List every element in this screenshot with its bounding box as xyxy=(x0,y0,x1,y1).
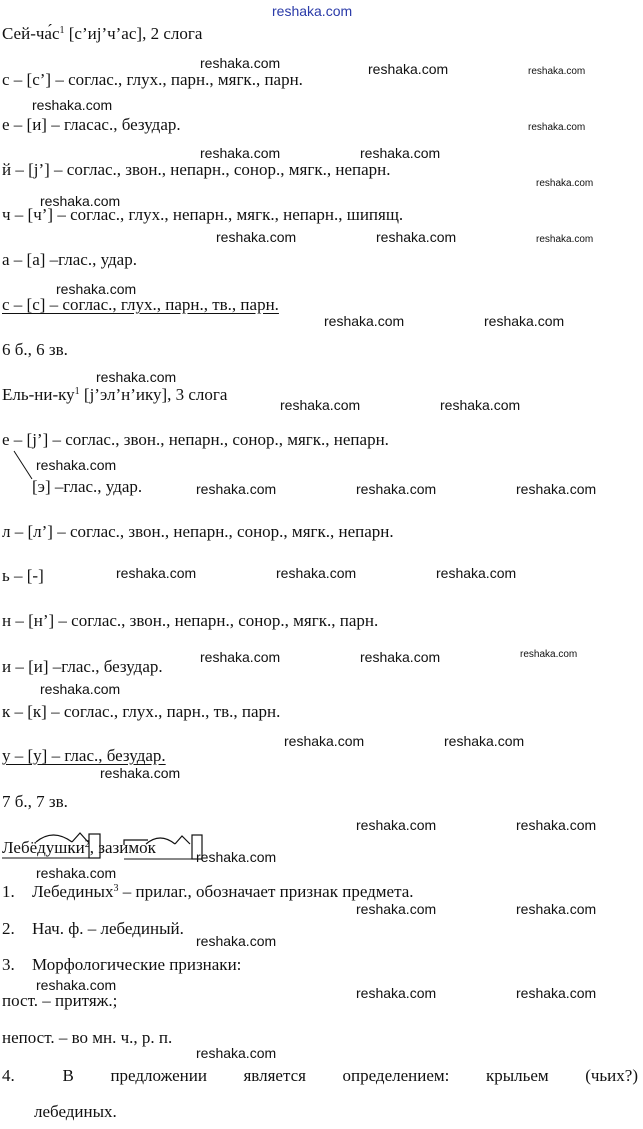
watermark: reshaka.com xyxy=(36,977,117,993)
watermark: reshaka.com xyxy=(516,817,597,833)
header-watermark: reshaka.com xyxy=(272,3,353,19)
morpheme-sup: 2 xyxy=(84,839,90,850)
word2-line: и – [и] –глас., безудар. xyxy=(2,657,163,676)
item1-word: Лебединых xyxy=(32,882,114,901)
item4-word: является xyxy=(243,1066,306,1085)
watermark: reshaka.com xyxy=(276,565,357,581)
watermark: reshaka.com xyxy=(196,849,277,865)
word1-line: с – [с] – соглас., глух., парн., тв., парн. xyxy=(2,295,279,314)
watermark: reshaka.com xyxy=(200,55,281,71)
watermark: reshaka.com xyxy=(200,145,281,161)
watermark: reshaka.com xyxy=(280,397,361,413)
word2-line: е – [j’] – соглас., звон., непарн., сонор., мягк., непарн. xyxy=(2,430,389,449)
watermark: reshaka.com xyxy=(200,649,281,665)
item4-word: определением: xyxy=(342,1066,450,1085)
word1-line: й – [j’] – соглас., звон., непарн., сонор., мягк., непарн. xyxy=(2,160,391,179)
watermark: reshaka.com xyxy=(196,1045,277,1061)
word2-line: к – [к] – соглас., глух., парн., тв., парн. xyxy=(2,702,281,721)
word1-title-rest: [с’иј’ч’ас], 2 слога xyxy=(64,24,203,43)
watermark: reshaka.com xyxy=(116,565,197,581)
item-number: 2. xyxy=(2,919,15,938)
watermark: reshaka.com xyxy=(100,765,181,781)
watermark: reshaka.com xyxy=(516,901,597,917)
watermark: reshaka.com xyxy=(444,733,525,749)
watermark: reshaka.com xyxy=(528,66,586,77)
word2-line: [э] –глас., удар. xyxy=(32,477,143,496)
watermark: reshaka.com xyxy=(536,234,594,245)
word2-line: н – [н’] – соглас., звон., непарн., сонор., мягк., парн. xyxy=(2,611,379,630)
watermark: reshaka.com xyxy=(324,313,405,329)
item-number: 1. xyxy=(2,882,15,901)
item-number: 3. xyxy=(2,955,15,974)
watermark: reshaka.com xyxy=(356,901,437,917)
item4-word: предложении xyxy=(110,1066,207,1085)
watermark: reshaka.com xyxy=(528,122,586,133)
item-number: 4. xyxy=(2,1066,15,1085)
watermark: reshaka.com xyxy=(40,681,121,697)
watermark: reshaka.com xyxy=(360,145,441,161)
item4-word: крыльем xyxy=(485,1066,549,1085)
watermark: reshaka.com xyxy=(56,281,137,297)
word1-line: с – [с’] – соглас., глух., парн., мягк., парн. xyxy=(2,70,303,89)
watermark: reshaka.com xyxy=(284,733,365,749)
word1-title-sup: 1 xyxy=(59,25,65,36)
watermark: reshaka.com xyxy=(196,481,277,497)
word2-title xyxy=(2,385,227,405)
word2-summary: 7 б., 7 зв. xyxy=(2,792,68,811)
analysis-item-4 xyxy=(2,1066,638,1086)
variable-features: непост. – во мн. ч., р. п. xyxy=(2,1028,173,1047)
item2-text: Нач. ф. – лебединый. xyxy=(32,919,184,938)
watermark: reshaka.com xyxy=(536,178,594,189)
word1-line: а – [а] –глас., удар. xyxy=(2,250,137,269)
word2-line: у – [у] – глас., безудар. xyxy=(2,746,166,765)
watermark: reshaka.com xyxy=(440,397,521,413)
word2-line: ь – [-] xyxy=(2,566,44,585)
watermark: reshaka.com xyxy=(356,985,437,1001)
item4-word: (чьих?) xyxy=(585,1066,638,1085)
analysis-item-3 xyxy=(2,955,241,975)
analysis-item-1 xyxy=(2,882,414,902)
word1-title xyxy=(2,24,202,44)
morpheme-marks xyxy=(0,820,220,866)
watermark: reshaka.com xyxy=(376,229,457,245)
word1-line: ч – [ч’] – соглас., глух., непарн., мягк., непарн., шипящ. xyxy=(2,205,404,224)
word2-line: л – [л’] – соглас., звон., непарн., сонор., мягк., непарн. xyxy=(2,522,394,541)
watermark: reshaka.com xyxy=(484,313,565,329)
watermark: reshaka.com xyxy=(356,481,437,497)
word2-title-sup: 1 xyxy=(74,386,80,397)
watermark: reshaka.com xyxy=(36,457,117,473)
watermark: reshaka.com xyxy=(216,229,297,245)
watermark: reshaka.com xyxy=(516,481,597,497)
watermark: reshaka.com xyxy=(360,649,441,665)
watermark: reshaka.com xyxy=(436,565,517,581)
word1-line: е – [и] – гласас., безудар. xyxy=(2,115,181,134)
item3-text: Морфологические признаки: xyxy=(32,955,242,974)
watermark: reshaka.com xyxy=(520,649,578,660)
watermark: reshaka.com xyxy=(196,933,277,949)
word1-summary: 6 б., 6 зв. xyxy=(2,340,68,359)
watermark: reshaka.com xyxy=(356,817,437,833)
watermark: reshaka.com xyxy=(516,985,597,1001)
item4-word: В xyxy=(62,1066,74,1085)
item1-rest: – прилаг., обозначает признак предмета. xyxy=(118,882,414,901)
watermark: reshaka.com xyxy=(36,865,117,881)
item4-end: лебединых. xyxy=(34,1102,117,1121)
item1-sup: 3 xyxy=(113,883,119,894)
watermark: reshaka.com xyxy=(368,61,449,77)
analysis-item-2 xyxy=(2,919,184,939)
word2-title-rest: [j’эл’н’ику], 3 слога xyxy=(79,385,228,404)
word2-title-word: Ель-ни-ку xyxy=(2,385,75,404)
watermark: reshaka.com xyxy=(40,193,121,209)
morpheme-word-b: зазимок xyxy=(98,838,156,857)
watermark: reshaka.com xyxy=(96,369,177,385)
constant-features: пост. – притяж.; xyxy=(2,991,118,1010)
word1-title-word: Сей-ча́с xyxy=(2,24,60,43)
morpheme-word-a: Лебёдушки xyxy=(2,838,85,857)
watermark: reshaka.com xyxy=(32,97,113,113)
morpheme-separator: , xyxy=(89,838,99,857)
